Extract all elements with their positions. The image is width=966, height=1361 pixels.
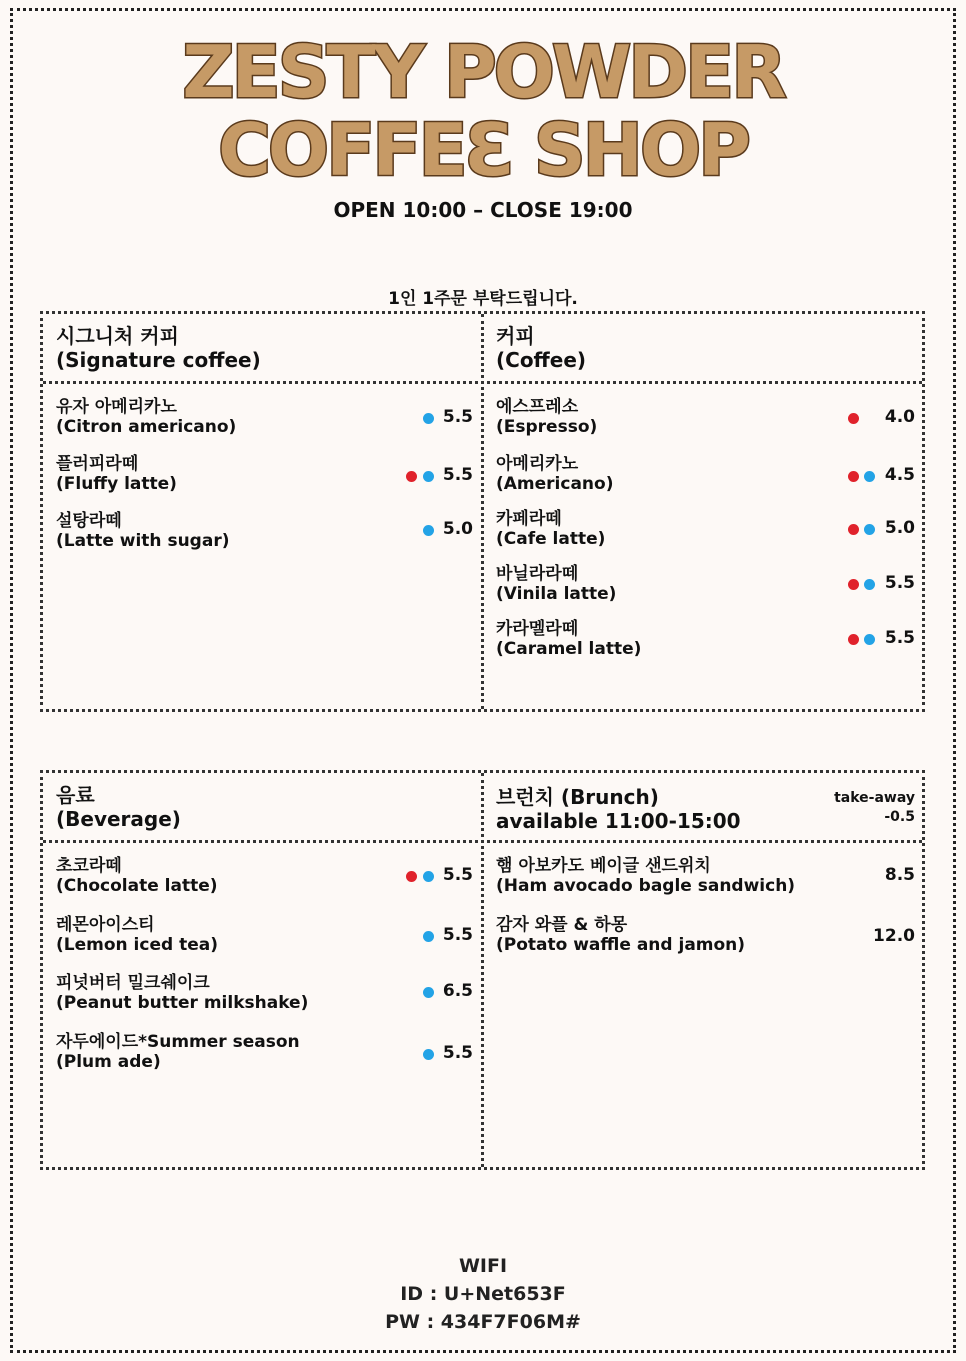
header-divider: [43, 840, 922, 843]
menu-item-vanilla-latte: 바닐라라떼 (Vinila latte): [496, 564, 617, 604]
menu-item-lemon-iced-tea: 레몬아이스티 (Lemon iced tea): [56, 915, 218, 955]
beverage-heading: [56, 783, 181, 831]
shop-title-line1: ZESTY POWDER: [182, 30, 784, 114]
price: 6.5: [442, 981, 473, 1001]
red-dot-icon: [848, 524, 859, 535]
menu-item-cafe-latte: 카페라떼 (Cafe latte): [496, 509, 606, 549]
wifi-id: ID : U+Net653F: [400, 1283, 566, 1305]
coffee-title-ko: 커피: [496, 324, 535, 348]
column-divider: [481, 773, 484, 1167]
menu-item-potato-waffle-jamon: 감자 와플 & 하몽 (Potato waffle and jamon): [496, 915, 746, 955]
menu-item-fluffy-latte: 플러피라떼 (Fluffy latte): [56, 454, 177, 494]
opening-hours: OPEN 10:00 – CLOSE 19:00: [333, 198, 633, 222]
menu-item-americano: 아메리카노 (Americano): [496, 454, 614, 494]
brunch-heading: [496, 785, 741, 833]
price: 5.5: [884, 573, 915, 593]
price: 5.5: [884, 628, 915, 648]
signature-title-en: (Signature coffee): [56, 348, 261, 372]
wifi-password: PW : 434F7F06M#: [385, 1311, 581, 1333]
price: 4.0: [884, 407, 915, 427]
shop-title-line2: COFFEƐ SHOP: [218, 108, 748, 192]
wifi-info: [0, 1252, 966, 1336]
menu-item-ham-avocado-bagel: 햄 아보카도 베이글 샌드위치 (Ham avocado bagle sandwich): [496, 856, 796, 896]
menu-item-citron-americano: 유자 아메리카노 (Citron americano): [56, 397, 237, 437]
price: 5.5: [442, 865, 473, 885]
signature-heading: [56, 324, 261, 372]
top-menu-section: [40, 311, 925, 712]
order-notice: 1인 1주문 부탁드립니다.: [388, 289, 578, 309]
red-dot-icon: [848, 579, 859, 590]
price: 8.5: [884, 865, 915, 885]
beverage-title-en: (Beverage): [56, 807, 181, 831]
red-dot-icon: [406, 471, 417, 482]
menu-item-espresso: 에스프레소 (Espresso): [496, 397, 598, 437]
coffee-heading: [496, 324, 586, 372]
menu-item-peanut-butter-milkshake: 피넛버터 밀크쉐이크 (Peanut butter milkshake): [56, 973, 309, 1013]
takeaway-discount: take-away -0.5: [834, 790, 915, 825]
red-dot-icon: [848, 413, 859, 424]
brunch-title: 브런치 (Brunch): [496, 785, 659, 809]
menu-item-chocolate-latte: 초코라떼 (Chocolate latte): [56, 856, 218, 896]
signature-title-ko: 시그니처 커피: [56, 324, 179, 348]
wifi-label: WIFI: [458, 1255, 508, 1277]
coffee-title-en: (Coffee): [496, 348, 587, 372]
price: 5.5: [442, 1043, 473, 1063]
header-divider: [43, 381, 922, 384]
column-divider: [481, 314, 484, 709]
bottom-menu-section: [40, 770, 925, 1170]
red-dot-icon: [848, 634, 859, 645]
red-dot-icon: [848, 471, 859, 482]
brunch-hours: available 11:00-15:00: [496, 809, 741, 833]
menu-item-latte-with-sugar: 설탕라떼 (Latte with sugar): [56, 511, 230, 551]
price: 5.0: [884, 518, 915, 538]
menu-item-plum-ade: 자두에이드*Summer season (Plum ade): [56, 1032, 300, 1072]
price: 5.5: [442, 407, 473, 427]
beverage-title-ko: 음료: [56, 783, 95, 807]
price: 12.0: [873, 926, 915, 946]
price: 5.0: [442, 519, 473, 539]
red-dot-icon: [406, 871, 417, 882]
price: 5.5: [442, 925, 473, 945]
price: 5.5: [442, 465, 473, 485]
menu-item-caramel-latte: 카라멜라떼 (Caramel latte): [496, 619, 642, 659]
price: 4.5: [884, 465, 915, 485]
